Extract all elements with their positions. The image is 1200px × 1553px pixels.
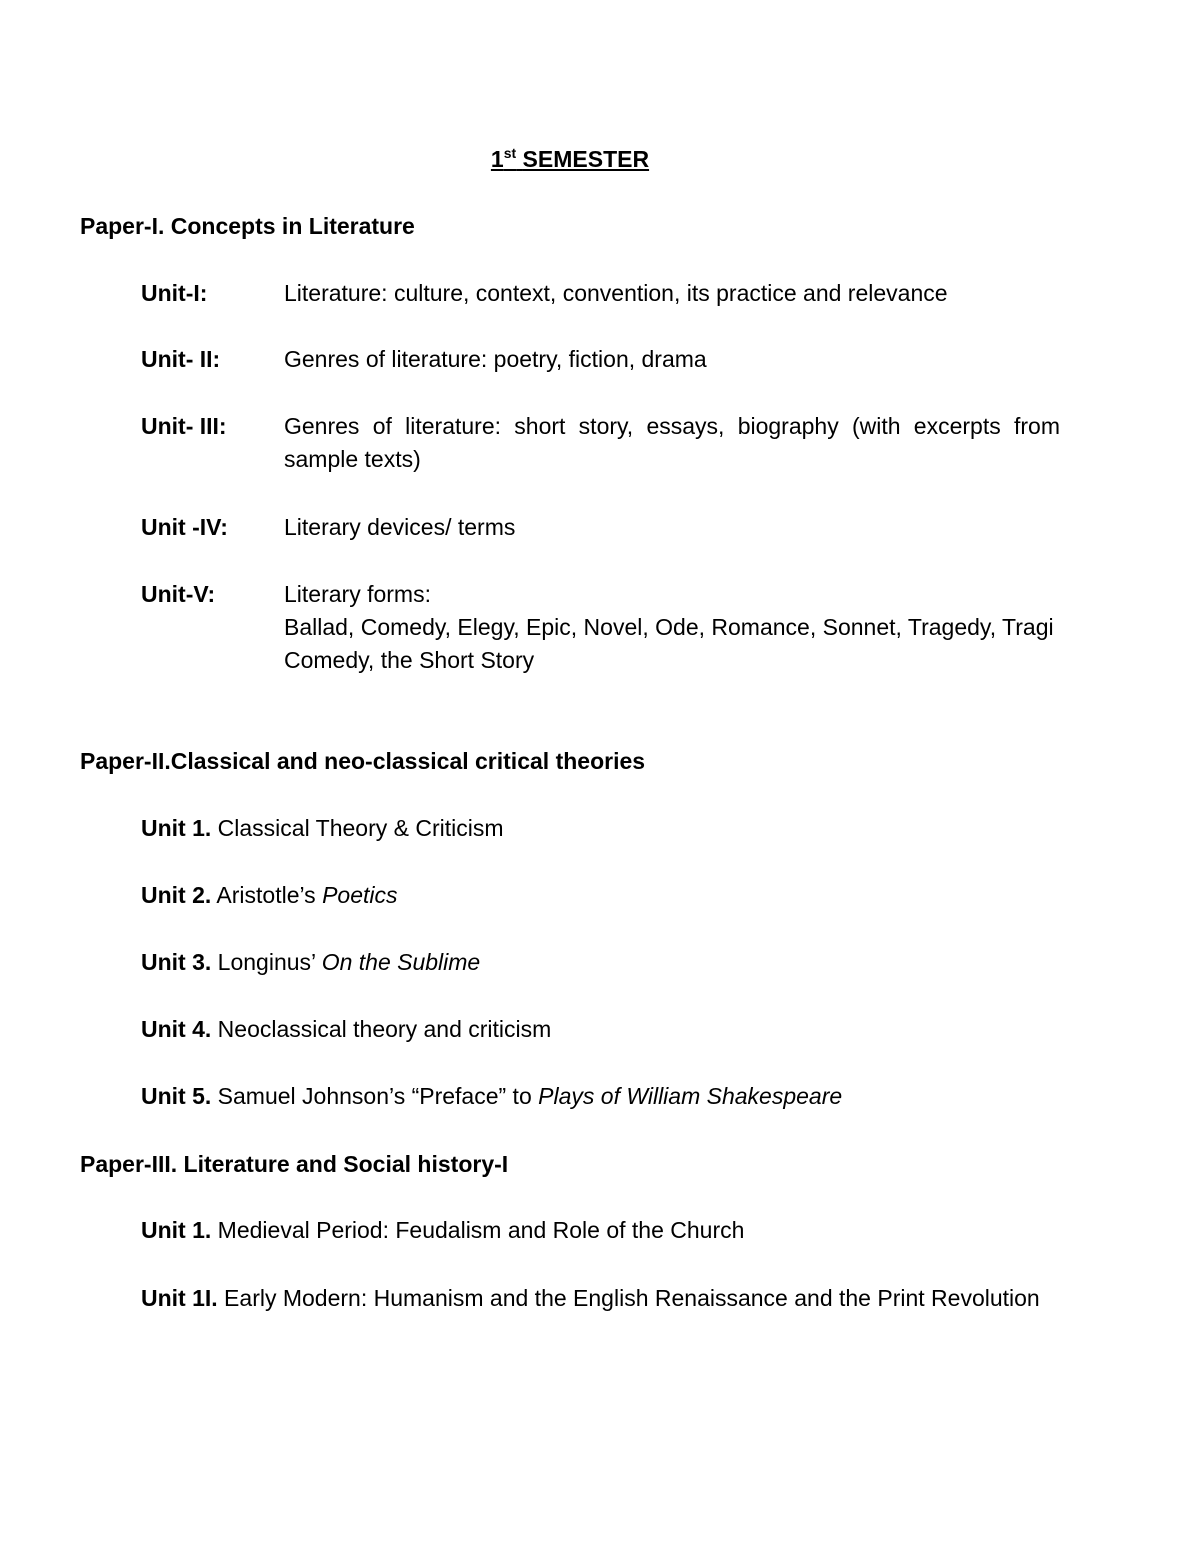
- paper-2-unit-5-title: Plays of William Shakespeare: [538, 1083, 843, 1109]
- paper-2-unit-3-label: Unit 3.: [141, 949, 212, 975]
- title-text: SEMESTER: [522, 146, 650, 172]
- paper-1-unit-4-label: Unit -IV:: [141, 514, 228, 540]
- page-title: [0, 143, 1140, 176]
- paper-2-unit-2: [141, 879, 1059, 912]
- paper-1-unit-5-line-1: Literary forms:: [284, 581, 431, 607]
- paper-3-unit-2-label: Unit 1I.: [141, 1285, 218, 1311]
- paper-1-unit-1-text: Literature: culture, context, convention, its practice and relevance: [284, 280, 948, 306]
- paper-1-heading: Paper-I. Concepts in Literature: [80, 213, 415, 239]
- paper-1-unit-3-text: Genres of literature: short story, essays, biography (with excerpts from sample texts): [284, 413, 1060, 472]
- paper-2-unit-5: [141, 1080, 1059, 1113]
- paper-2-unit-2-label: Unit 2.: [141, 882, 212, 908]
- paper-2-unit-1-text: Classical Theory & Criticism: [211, 815, 504, 841]
- paper-2-unit-4: [141, 1013, 1059, 1046]
- paper-3-unit-2: [141, 1282, 1059, 1315]
- paper-3-heading: Paper-III. Literature and Social history-I: [80, 1151, 509, 1177]
- title-suffix: st: [503, 145, 517, 161]
- paper-1-unit-2-label: Unit- II:: [141, 346, 221, 372]
- paper-1-unit-4-text: Literary devices/ terms: [284, 514, 516, 540]
- paper-1-unit-5-label: Unit-V:: [141, 581, 216, 607]
- title-number: 1: [490, 146, 504, 172]
- paper-2-unit-4-text: Neoclassical theory and criticism: [211, 1016, 552, 1042]
- paper-2-heading: Paper-II.Classical and neo-classical critical theories: [80, 748, 646, 774]
- paper-2-unit-2-title: Poetics: [322, 882, 398, 908]
- paper-2-unit-3-text: Longinus’: [211, 949, 322, 975]
- paper-1-unit-3-label: Unit- III:: [141, 413, 227, 439]
- paper-2-unit-2-text: Aristotle’s: [211, 882, 323, 908]
- paper-2-unit-5-label: Unit 5.: [141, 1083, 212, 1109]
- paper-1-unit-5-line-2: Ballad, Comedy, Elegy, Epic, Novel, Ode, Romance, Sonnet, Tragedy, Tragi: [284, 614, 1054, 640]
- paper-2-unit-3-title: On the Sublime: [321, 949, 481, 975]
- paper-1-unit-5-text: [284, 578, 1060, 677]
- paper-3-unit-1: [141, 1214, 1059, 1247]
- paper-1-unit-1-label: Unit-I:: [141, 280, 208, 306]
- paper-1-unit-2-text: Genres of literature: poetry, fiction, drama: [284, 346, 707, 372]
- paper-3-unit-1-label: Unit 1.: [141, 1217, 212, 1243]
- paper-2-unit-5-text: Samuel Johnson’s “Preface” to: [211, 1083, 539, 1109]
- paper-2-unit-1: [141, 812, 1059, 845]
- paper-2-unit-3: [141, 946, 1059, 979]
- paper-2-unit-1-label: Unit 1.: [141, 815, 212, 841]
- paper-2-unit-4-label: Unit 4.: [141, 1016, 212, 1042]
- paper-1-unit-5-line-3: Comedy, the Short Story: [284, 647, 535, 673]
- paper-3-unit-2-text: Early Modern: Humanism and the English Renaissance and the Print Revolution: [217, 1285, 1040, 1311]
- paper-3-unit-1-text: Medieval Period: Feudalism and Role of the Church: [211, 1217, 745, 1243]
